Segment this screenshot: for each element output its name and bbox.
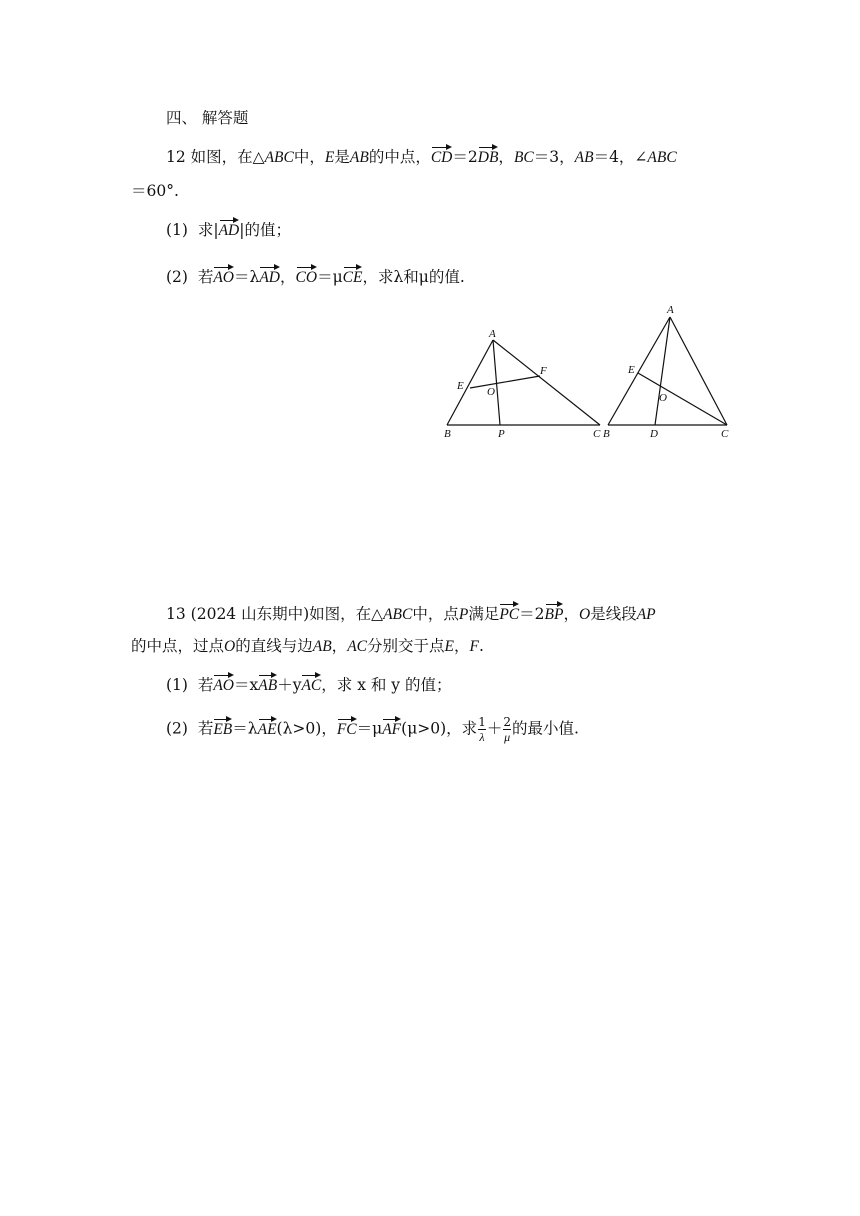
fraction-1-over-lambda: $\frac{1}{\lambda}$ bbox=[478, 715, 486, 744]
q12-part1: (1) 求|AD|的值； bbox=[166, 219, 291, 242]
vector-CD: CD bbox=[431, 147, 453, 169]
vector-FC: FC bbox=[337, 719, 357, 741]
fig2-label-D: D bbox=[650, 428, 658, 440]
fig1-label-C: C bbox=[593, 428, 601, 440]
q12-line2: ＝60°. bbox=[131, 182, 179, 200]
fig2-label-B: B bbox=[603, 428, 610, 440]
q12-part2: (2) 若AO＝λAD，CO＝μCE，求λ和μ的值. bbox=[166, 266, 465, 289]
vector-AE: AE bbox=[258, 719, 277, 741]
q13-source: (2024 山东期中) bbox=[190, 605, 310, 623]
fig2-label-C: C bbox=[721, 428, 729, 440]
q13-part1: (1) 若AO＝xAB＋yAC，求 x 和 y 的值； bbox=[166, 674, 452, 697]
fig2-label-E: E bbox=[628, 364, 635, 376]
vector-CE: CE bbox=[343, 267, 363, 289]
vector-AF: AF bbox=[382, 719, 401, 741]
fig1-label-F: F bbox=[540, 365, 547, 377]
fig1-label-A: A bbox=[489, 328, 496, 340]
q12-line1: 12 如图，在△ABC中，E是AB的中点，CD＝2DB，BC＝3，AB＝4，∠ABC bbox=[166, 146, 677, 169]
fig2-label-A: A bbox=[667, 304, 674, 316]
fig1-label-P: P bbox=[498, 428, 505, 440]
vector-AD: AD bbox=[219, 220, 240, 242]
vector-CO: CO bbox=[296, 267, 318, 289]
fig1-label-E: E bbox=[457, 380, 464, 392]
q13-line1: 13 (2024 山东期中)如图，在△ABC中，点P满足PC＝2BP，O是线段AP bbox=[166, 603, 656, 626]
vector-AC-13: AC bbox=[301, 675, 321, 697]
vector-AB-13: AB bbox=[258, 675, 277, 697]
vector-EB: EB bbox=[213, 719, 232, 741]
q13-number: 13 bbox=[166, 605, 186, 623]
figure-2-triangle bbox=[608, 317, 727, 425]
fig1-label-O: O bbox=[487, 386, 495, 398]
section-title: 四、 解答题 bbox=[166, 109, 249, 127]
vector-BP: BP bbox=[545, 604, 564, 626]
vector-AO-13: AO bbox=[213, 675, 234, 697]
fig2-label-O: O bbox=[659, 392, 667, 404]
vector-AD-2: AD bbox=[259, 267, 280, 289]
q13-part2: (2) 若EB＝λAE(λ>0)，FC＝μAF(μ>0)，求 $\frac{1}{\lambda}$ ＋ $\frac{2}{\mu}$ 的最小值. bbox=[166, 715, 579, 744]
q13-line2: 的中点，过点O的直线与边AB，AC分别交于点E，F. bbox=[131, 637, 484, 655]
fraction-2-over-mu: $\frac{2}{\mu}$ bbox=[503, 715, 511, 744]
vector-AO: AO bbox=[213, 267, 234, 289]
vector-PC: PC bbox=[499, 604, 519, 626]
vector-DB: DB bbox=[478, 147, 499, 169]
figure-1-triangle bbox=[447, 340, 600, 425]
fig1-label-B: B bbox=[444, 428, 451, 440]
q12-number: 12 bbox=[166, 148, 186, 166]
